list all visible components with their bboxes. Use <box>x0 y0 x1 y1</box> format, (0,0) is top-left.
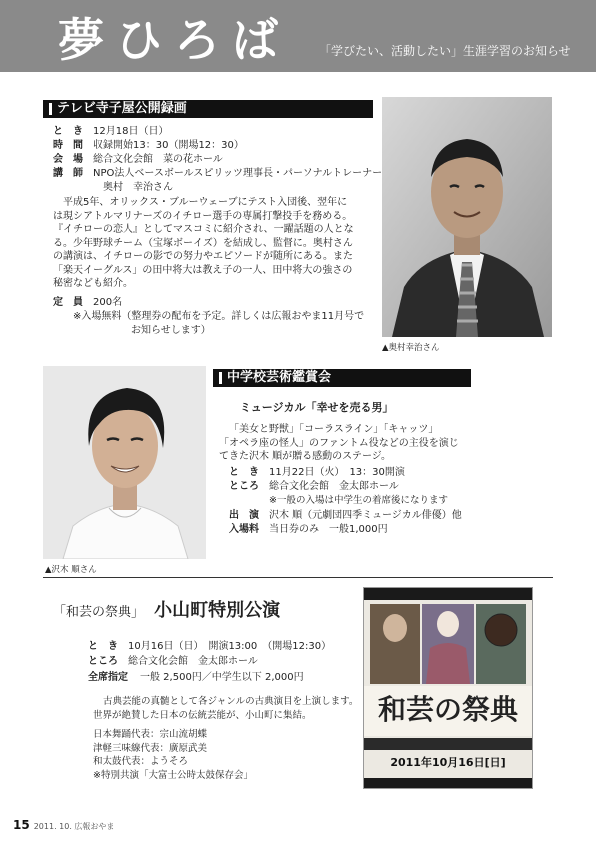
admission-note-cont: お知らせします） <box>131 325 211 336</box>
description-line: の講演は、イチローの影での努力やエピソードが随所にある。また <box>53 251 353 262</box>
poster-title: 和芸の祭典 <box>377 693 518 726</box>
issue-info: 2011. 10. 広報おやま <box>33 822 115 831</box>
lecturer-value: NPO法人ベースボールスピリッツ理事長・パーソナルトレーナー <box>93 168 383 179</box>
description-line: てきた沢木 順が贈る感動のステージ。 <box>219 451 391 462</box>
section-title-bar <box>43 100 373 118</box>
event-lecturer-row <box>53 167 382 180</box>
page-number: 15 <box>13 818 30 832</box>
performer-item: 津軽三味線代表：廣原武美 <box>93 742 208 754</box>
time-value: 収録開始13：30（開場12：30） <box>93 140 244 151</box>
venue-label: 会 場 <box>53 154 83 165</box>
description-line: る。少年野球チーム（宝塚ボーイズ）を結成し、監督に。奥村さん <box>53 237 353 249</box>
place-note: ※一般の入場は中学生の着席後になります <box>269 495 448 506</box>
performer-item: 和太鼓代表：ようそろ <box>93 756 189 767</box>
venue-value: 総合文化会館 菜の花ホール <box>93 154 223 165</box>
lecturer-photo-caption: ▲奥村幸治さん <box>382 343 440 353</box>
page-header <box>0 0 596 72</box>
section-divider <box>43 577 553 578</box>
description-line: 秘密なども紹介。 <box>53 278 133 289</box>
description-line: 「楽天イーグルス」の田中将大は教え子の一人、田中将大の強さの <box>53 264 353 276</box>
musical-description <box>219 423 479 464</box>
poster-date: 2011年10月16日[日] <box>390 756 506 769</box>
place-label: ところ <box>88 656 118 667</box>
fee-label: 入場料 <box>229 524 259 535</box>
concert-title-bracket: 「和芸の祭典」 <box>53 605 145 620</box>
section-title: 中学校芸術鑑賞会 <box>227 370 332 385</box>
event-place-row <box>88 655 258 668</box>
place-label: ところ <box>229 481 259 492</box>
event-cast-row <box>229 509 462 522</box>
admission-note: ※入場無料（整理券の配布を予定。詳しくは広報おやま11月号で <box>73 311 365 322</box>
event-date-row <box>88 640 331 653</box>
section-title: テレビ寺子屋公開録画 <box>57 101 187 116</box>
event-date-row <box>229 466 405 479</box>
date-label: と き <box>88 641 118 652</box>
capacity-row <box>53 296 122 309</box>
capacity-value: 200名 <box>93 297 123 308</box>
date-value: 11月22日（火） 13：30開演 <box>269 467 405 478</box>
lecturer-photo <box>382 97 552 337</box>
performer-item: ※特別共演「大富士公時太鼓保存会」 <box>93 769 253 781</box>
place-value: 総合文化会館 金太郎ホール <box>128 656 258 667</box>
header-subtitle: 「学びたい、活動したい」生涯学習のお知らせ <box>319 44 571 58</box>
date-label: と き <box>53 126 83 137</box>
event-poster <box>363 587 533 789</box>
lecturer-name: 奥村 幸治さん <box>103 182 173 193</box>
description-line: 「美女と野獣」「コーラスライン」「キャッツ」 <box>229 424 439 435</box>
date-value: 12月18日（日） <box>93 126 169 137</box>
date-value: 10月16日（日） 開演13:00 （開場12:30） <box>128 641 332 652</box>
seat-row <box>88 671 304 684</box>
cast-value: 沢木 順（元劇団四季ミュージカル俳優）他 <box>269 510 462 521</box>
performer-photo <box>43 366 206 559</box>
event-date-row <box>53 125 168 138</box>
concert-description <box>93 695 358 722</box>
lecturer-label: 講 師 <box>53 168 83 179</box>
fee-value: 当日券のみ 一般1,000円 <box>269 524 388 535</box>
capacity-label: 定 員 <box>53 297 83 308</box>
description-line: 平成5年、オリックス・ブルーウェーブにテスト入団後、翌年に <box>63 197 348 208</box>
event-place-row <box>229 480 399 493</box>
place-value: 総合文化会館 金太郎ホール <box>269 481 399 492</box>
seat-label: 全席指定 <box>88 672 128 683</box>
description-line: 世界が絶賛した日本の伝統芸能が、小山町に集結。 <box>93 709 312 721</box>
lecturer-description <box>53 196 373 291</box>
musical-subtitle: ミュージカル「幸せを売る男」 <box>240 401 394 414</box>
concert-title-main: 小山町特別公演 <box>154 600 281 621</box>
event-time-row <box>53 139 244 152</box>
description-line: 古典芸能の真髄として各ジャンルの古典演目を上演します。 <box>103 696 359 707</box>
description-line: は現シアトルマリナーズのイチロー選手の専属打撃投手を務める。 <box>53 210 353 222</box>
performer-item: 日本舞踊代表：宗山流胡蝶 <box>93 729 208 740</box>
description-line: 「オペラ座の怪人」のファントム役などの主役を演じ <box>219 437 459 449</box>
description-line: 『イチローの恋人』としてマスコミに紹介され、一躍話題の人とな <box>53 224 354 235</box>
date-label: と き <box>229 467 259 478</box>
header-title: 夢ひろば <box>58 13 290 67</box>
event-fee-row <box>229 523 388 536</box>
seat-value: 一般 2,500円／中学生以下 2,000円 <box>140 672 304 683</box>
time-label: 時 間 <box>53 140 83 151</box>
cast-label: 出 演 <box>229 510 259 521</box>
performer-list <box>93 728 358 782</box>
event-venue-row <box>53 153 223 166</box>
performer-photo-caption: ▲沢木 順さん <box>45 565 97 575</box>
concert-title <box>53 600 281 621</box>
page-footer <box>13 818 114 832</box>
section-title-bar <box>213 369 471 387</box>
